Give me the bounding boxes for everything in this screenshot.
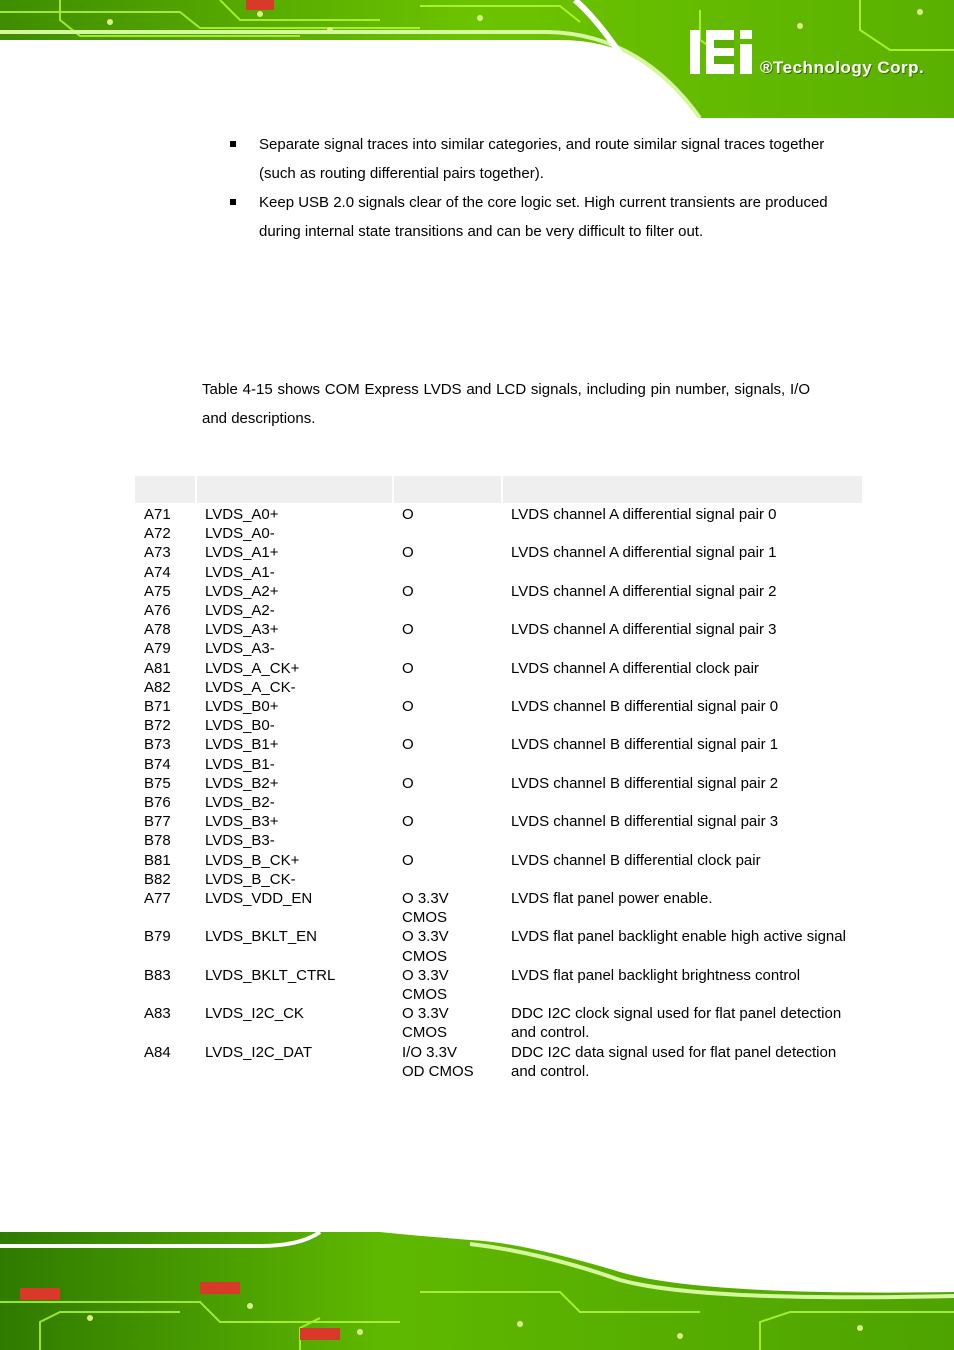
cell-description [502,927,863,965]
square-bullet-icon [230,199,236,205]
cell-pin [135,1043,196,1081]
cell-description-text: LVDS channel A differential clock pair [511,659,759,677]
cell-pin-text: A79 [144,640,171,658]
cell-signal [196,851,393,889]
cell-pin [135,659,196,697]
table-row [135,735,863,773]
header-cell-io [393,476,502,503]
cell-description-text: LVDS flat panel power enable. [511,890,713,908]
table-row [135,812,863,850]
cell-signal [196,966,393,1004]
cell-signal [196,697,393,735]
cell-signal [196,620,393,658]
cell-io [393,1043,502,1081]
cell-pin-text: B73 [144,736,171,754]
cell-signal-text: LVDS_BKLT_EN [205,928,317,946]
cell-io-text: O [402,506,414,523]
table-row [135,659,863,697]
cell-description [502,503,863,543]
cell-signal [196,659,393,697]
cell-pin [135,966,196,1004]
cell-io [393,851,502,889]
cell-signal-text: LVDS_A1+ [205,544,279,562]
cell-signal [196,927,393,965]
square-bullet-icon [230,141,236,147]
cell-signal-text: LVDS_A2- [205,602,275,620]
table-row [135,543,863,581]
footer-banner [0,1232,954,1350]
cell-description-text: and control. [511,1024,590,1042]
cell-io [393,620,502,658]
cell-description [502,620,863,658]
table-row [135,503,863,543]
cell-pin-text: B72 [144,717,171,735]
cell-description-text: LVDS channel B differential signal pair 3 [511,813,779,831]
cell-io [393,659,502,697]
cell-description [502,774,863,812]
cell-pin-text: A72 [144,525,171,543]
cell-pin [135,1004,196,1042]
cell-description-text: DDC I2C data signal used for flat panel detection [511,1043,837,1061]
cell-signal [196,582,393,620]
cell-signal-text: LVDS_I2C_CK [205,1005,304,1023]
cell-io [393,774,502,812]
cell-signal-text: LVDS_A3- [205,640,275,658]
cell-description [502,697,863,735]
cell-description [502,659,863,697]
cell-pin [135,927,196,965]
cell-io [393,812,502,850]
cell-signal-text: LVDS_B_CK+ [205,851,300,869]
cell-signal-text: LVDS_B0- [205,717,275,735]
cell-signal-text: LVDS_A2+ [205,582,279,600]
cell-io-text: O [402,582,414,600]
header-cell-description [502,476,863,503]
list-item [230,130,830,188]
cell-signal [196,1004,393,1042]
cell-description-text: LVDS channel B differential signal pair 0 [511,698,779,716]
cell-pin [135,851,196,889]
cell-io-text: O [402,698,414,716]
cell-description-text: LVDS channel B differential signal pair 1 [511,736,779,754]
cell-description-text: and control. [511,1062,590,1080]
cell-io [393,543,502,581]
list-item-text: Keep USB 2.0 signals clear of the core logic set. High current transients are produced during internal state transitions and can be very difficult to filter out. [259,194,828,240]
cell-io [393,735,502,773]
header-cell-pin [135,476,196,503]
cell-pin [135,735,196,773]
cell-pin-text: A83 [144,1005,171,1023]
cell-description [502,812,863,850]
cell-pin-text: A73 [144,544,171,562]
cell-io [393,582,502,620]
cell-description [502,966,863,1004]
table-row [135,927,863,965]
cell-pin-text: A76 [144,602,171,620]
cell-pin-text: B81 [144,851,171,869]
cell-io-text: O [402,621,414,639]
cell-io-text: I/O 3.3V [402,1043,458,1061]
table-row [135,620,863,658]
cell-signal-text: LVDS_A0- [205,525,275,543]
cell-signal-text: LVDS_B0+ [205,698,279,716]
cell-io-text: OD CMOS [402,1062,474,1080]
cell-pin-text: B82 [144,870,171,888]
cell-signal-text: LVDS_B3+ [205,813,279,831]
header-cell-signal [196,476,393,503]
cell-io [393,927,502,965]
cell-description-text: LVDS channel A differential signal pair 2 [511,582,777,600]
cell-description-text: LVDS channel A differential signal pair 0 [511,506,777,523]
table-row [135,966,863,1004]
table-header-row [135,476,863,503]
cell-description-text: LVDS flat panel backlight enable high active signal [511,928,846,946]
cell-pin [135,620,196,658]
table-row [135,889,863,927]
cell-pin [135,889,196,927]
cell-description-text: DDC I2C clock signal used for flat panel detection [511,1005,842,1023]
cell-pin-text: B74 [144,755,171,773]
cell-description-text: LVDS channel A differential signal pair 1 [511,544,777,562]
cell-pin-text: A77 [144,890,171,908]
cell-description [502,1004,863,1042]
list-item-text: Separate signal traces into similar categories, and route similar signal traces together (such as routing differential pairs together). [259,136,825,182]
cell-io [393,1004,502,1042]
cell-io [393,889,502,927]
cell-signal-text: LVDS_A1- [205,563,275,581]
cell-pin [135,503,196,543]
cell-pin [135,543,196,581]
cell-pin-text: A81 [144,659,171,677]
cell-pin-text: B77 [144,813,171,831]
cell-signal [196,889,393,927]
table-row [135,582,863,620]
cell-signal-text: LVDS_BKLT_CTRL [205,966,336,984]
intro-paragraph: Table 4-15 shows COM Express LVDS and LCD signals, including pin number, signals, I/O and descriptions. [202,381,810,427]
cell-pin [135,582,196,620]
lvds-signal-table [135,476,864,1081]
cell-signal-text: LVDS_B3- [205,832,275,850]
list-item [230,188,830,246]
cell-description [502,889,863,927]
cell-pin-text: A78 [144,621,171,639]
cell-pin-text: B75 [144,774,171,792]
cell-io-text: O [402,659,414,677]
cell-description [502,735,863,773]
cell-pin-text: A71 [144,506,171,523]
cell-pin-text: B71 [144,698,171,716]
cell-signal-text: LVDS_A3+ [205,621,279,639]
cell-io [393,697,502,735]
cell-description [502,543,863,581]
cell-io [393,966,502,1004]
table-row [135,1004,863,1042]
guideline-list [230,130,830,246]
cell-signal-text: LVDS_B_CK- [205,870,296,888]
cell-description-text: LVDS channel B differential clock pair [511,851,761,869]
table-row [135,697,863,735]
cell-pin-text: A74 [144,563,171,581]
cell-io-text: CMOS [402,909,447,927]
cell-signal [196,735,393,773]
cell-signal-text: LVDS_B2+ [205,774,279,792]
cell-pin-text: B79 [144,928,171,946]
cell-io-text: O 3.3V [402,966,449,984]
cell-pin-text: A84 [144,1043,171,1061]
table-body [135,503,863,1081]
cell-signal [196,503,393,543]
cell-description-text: LVDS flat panel backlight brightness control [511,966,801,984]
table-row [135,774,863,812]
cell-description [502,1043,863,1081]
company-logo-text: ®Technology Corp. [760,58,925,77]
cell-pin-text: B78 [144,832,171,850]
cell-io-text: O [402,813,414,831]
cell-io [393,503,502,543]
cell-signal-text: LVDS_I2C_DAT [205,1043,312,1061]
cell-signal [196,812,393,850]
cell-io-text: CMOS [402,947,447,965]
cell-signal [196,774,393,812]
cell-description-text: LVDS channel A differential signal pair 3 [511,621,777,639]
cell-description-text: LVDS channel B differential signal pair 2 [511,774,779,792]
table-row [135,851,863,889]
cell-pin-text: B83 [144,966,171,984]
cell-signal-text: LVDS_VDD_EN [205,890,313,908]
cell-signal-text: LVDS_B2- [205,794,275,812]
cell-signal [196,1043,393,1081]
cell-signal-text: LVDS_B1- [205,755,275,773]
cell-io-text: O [402,851,414,869]
cell-signal [196,543,393,581]
cell-io-text: O 3.3V [402,890,449,908]
cell-io-text: CMOS [402,1024,447,1042]
cell-io-text: O [402,544,414,562]
cell-signal-text: LVDS_B1+ [205,736,279,754]
cell-pin [135,697,196,735]
cell-signal-text: LVDS_A0+ [205,506,279,523]
cell-io-text: O 3.3V [402,928,449,946]
cell-description [502,851,863,889]
cell-signal-text: LVDS_A_CK- [205,678,296,696]
cell-io-text: CMOS [402,986,447,1004]
table-row [135,1043,863,1081]
cell-pin [135,812,196,850]
cell-pin-text: A82 [144,678,171,696]
cell-io-text: O [402,774,414,792]
cell-pin-text: A75 [144,582,171,600]
cell-io-text: O [402,736,414,754]
cell-signal-text: LVDS_A_CK+ [205,659,300,677]
cell-description [502,582,863,620]
cell-pin-text: B76 [144,794,171,812]
cell-pin [135,774,196,812]
cell-io-text: O 3.3V [402,1005,449,1023]
